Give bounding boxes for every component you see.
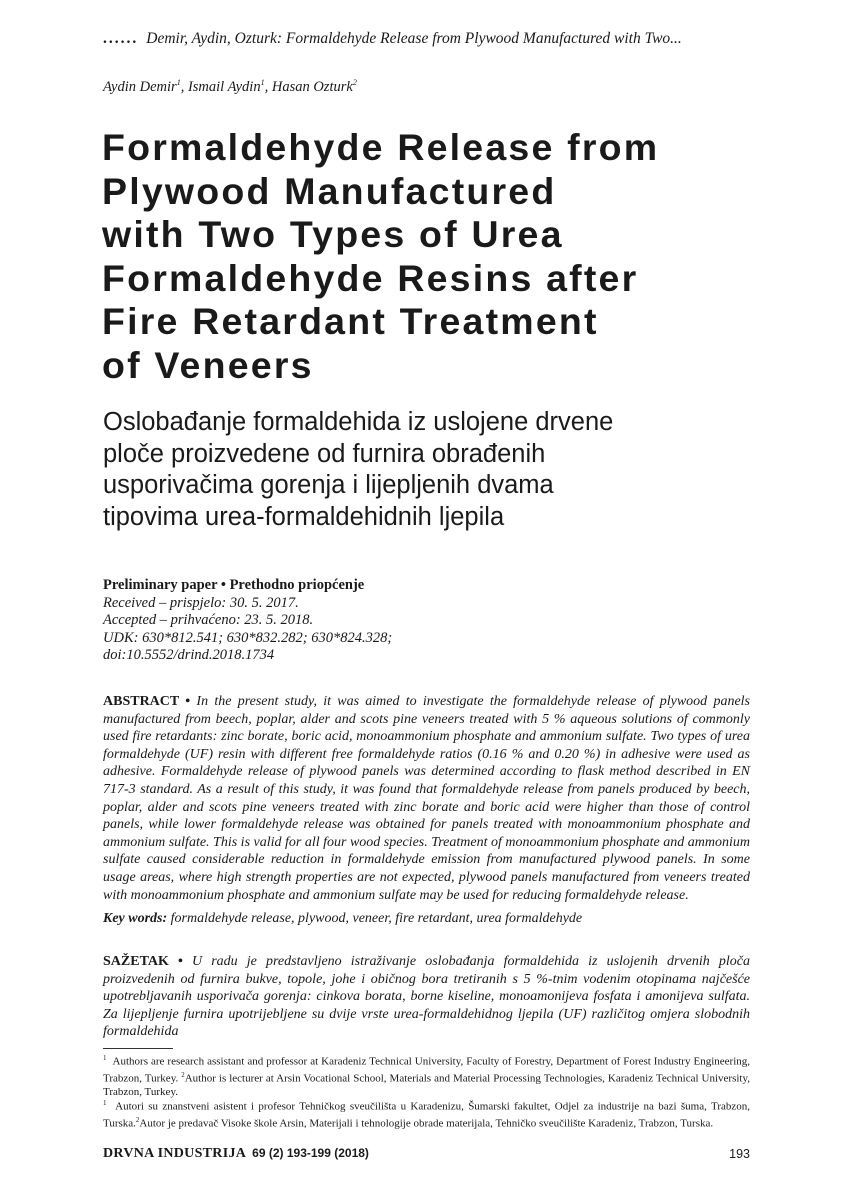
journal-volume: 69 (2) 193-199 (2018) — [252, 1146, 369, 1160]
title-line: Formaldehyde Release from — [102, 126, 660, 168]
title-line: of Veneers — [102, 343, 314, 386]
authors-line — [103, 78, 357, 96]
accepted-date: Accepted – prihvaćeno: 23. 5. 2018. — [103, 612, 314, 629]
author-1-affiliation: 1 — [176, 78, 181, 87]
abstract-text: In the present study, it was aimed to investigate the formaldehyde release of plywood panels manufactured from beech, poplar, alder and scots pine veneers treated with 5 % aqueous solutions of commonly used fire retardants: zinc borate, boric acid, monoammonium phosphate and ammonium sulfate. Two types of urea formaldehyde (UF) resin with different free formaldehyde ratios (0.16 % and 0.20 %) in adhesive were used as adhesive. Formaldehyde release of plywood panels was determined according to flask method described in EN 717-3 standard. As a result of this study, it was found that formaldehyde release from panels produced by beech, poplar, alder and scots pine veneers treated with zinc borate and boric acid were higher than those of control panels, while lower formaldehyde release was obtained for panels treated with monoammonium phosphate and ammonium sulfate. This is valid for all four wood species. Treatment of monoammonium phosphate and ammonium sulfate caused considerable reduction in formaldehyde emission from manufactured plywood panels. In some usage areas, where high strength properties are not expected, plywood panels manufactured from veneers treated with monoammonium phosphate and ammonium sulfate may be used for reducing formaldehyde release. — [103, 694, 750, 903]
author-2: , Ismail Aydin — [180, 78, 261, 95]
footnote-croatian — [103, 1097, 750, 1131]
author-2-affiliation: 1 — [260, 78, 265, 87]
keywords-label: Key words: — [103, 911, 168, 926]
footnote-text: Author is lecturer at Arsin Vocational School, Materials and Material Processing Technologies, Karadeniz Technical University, Trabzon, Turkey. — [103, 1072, 750, 1099]
footnote-marker: 2 — [181, 1071, 185, 1080]
keywords — [103, 910, 750, 928]
subtitle-line: Oslobađanje formaldehida iz uslojene drvene — [103, 408, 614, 436]
running-head-text: Demir, Aydin, Ozturk: Formaldehyde Release from Plywood Manufactured with Two... — [146, 30, 682, 47]
subtitle-line: usporivačima gorenja i lijepljenih dvama — [103, 471, 554, 499]
running-head-dots: ...... — [103, 30, 139, 47]
page-number: 193 — [729, 1147, 750, 1161]
paper-subtitle — [103, 407, 783, 533]
sazetak — [103, 953, 750, 1041]
subtitle-line: ploče proizvedene od furnira obrađenih — [103, 439, 546, 468]
footnote-marker: 1 — [103, 1054, 107, 1062]
author-3-affiliation: 2 — [352, 78, 357, 87]
doi: doi:10.5552/drind.2018.1734 — [103, 647, 275, 664]
title-line: with Two Types of Urea — [102, 213, 564, 255]
received-date: Received – prispjelo: 30. 5. 2017. — [103, 594, 299, 611]
udk-code: UDK: 630*812.541; 630*832.282; 630*824.328; — [103, 629, 393, 646]
journal-footer — [103, 1146, 369, 1162]
footnote-text: Autori su znanstveni asistent i profesor Tehničkog sveučilišta u Karadenizu, Šumarski fakultet, Odjel za industrije na bazi šuma, Trabzon, Turska. — [103, 1100, 750, 1130]
title-line: Plywood Manufactured — [102, 169, 557, 212]
footnote-divider — [103, 1048, 173, 1049]
sazetak-text: U radu je predstavljeno istraživanje oslobađanja formaldehida iz uslojenih drvenih ploča proizvedenih od furnira bukve, topole, johe i običnog bora tretiranih s 5 %-tnim vodenim otopinama najčešće upotrebljavanih usporivača gorenja: cinkova borata, borne kiseline, monoamonijeva fosfata i amonijeva sulfata. Za lijepljenje furnira upotrijebljene su dvije vrste urea-formaldehidnog ljepila (UF) različitog omjera slobodnih formaldehida — [103, 954, 750, 1040]
paper-type: Preliminary paper • Prethodno priopćenje — [103, 577, 365, 593]
title-line: Fire Retardant Treatment — [102, 300, 599, 342]
running-head — [103, 30, 753, 48]
footnote-marker: 1 — [103, 1099, 107, 1107]
subtitle-line: tipovima urea-formaldehidnih ljepila — [103, 502, 505, 531]
abstract-label: ABSTRACT • — [103, 694, 191, 709]
footnote-english — [103, 1052, 750, 1100]
sazetak-label: SAŽETAK • — [103, 954, 183, 969]
journal-name: DRVNA INDUSTRIJA — [103, 1146, 247, 1161]
footnote-text: Autor je predavač Visoke škole Arsin, Materijali i tehnologije obrade materijala, Tehničko sveučilište Karadeniz, Trabzon, Turska. — [139, 1117, 714, 1130]
footnote-marker: 2 — [135, 1116, 140, 1125]
author-3: , Hasan Ozturk — [264, 78, 353, 95]
paper-title — [102, 126, 782, 387]
keywords-text: formaldehyde release, plywood, veneer, fire retardant, urea formaldehyde — [167, 911, 583, 926]
paper-meta — [103, 577, 392, 665]
author-1: Aydin Demir — [103, 78, 177, 95]
abstract — [103, 693, 750, 904]
title-line: Formaldehyde Resins after — [102, 256, 639, 299]
footnote-text: Authors are research assistant and professor at Karadeniz Technical University, Faculty of Forestry, Department of Forest Industry Engineering, Trabzon, Turkey. — [103, 1055, 750, 1085]
